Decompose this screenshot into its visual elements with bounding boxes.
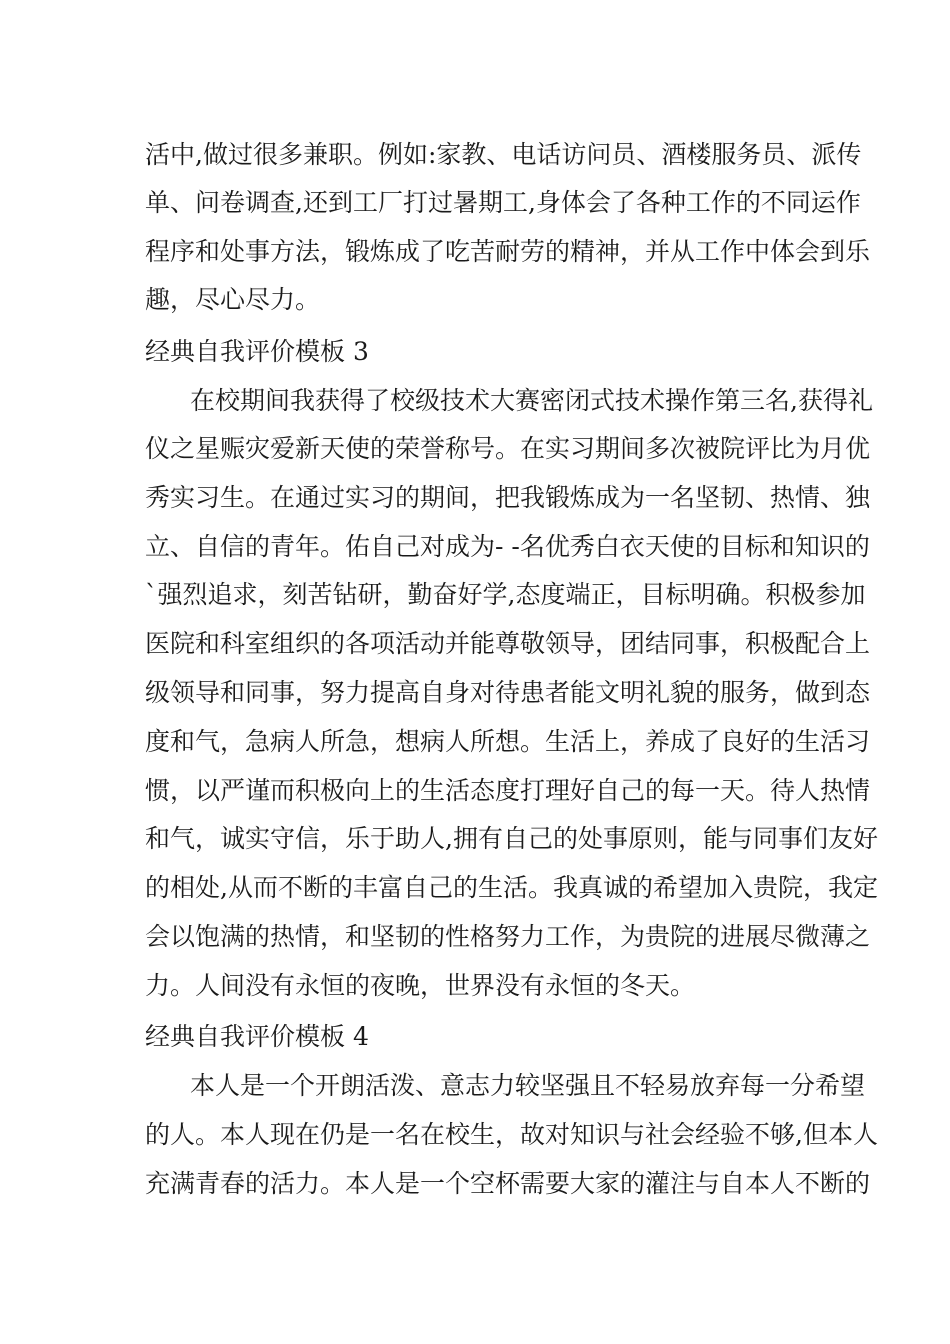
paragraph-line: 医院和科室组织的各项活动并能尊敬领导，团结同事，积极配合上 (145, 629, 871, 658)
paragraph-line: 充满青春的活力。本人是一个空杯需要大家的灌注与自本人不断的 (145, 1169, 871, 1198)
paragraph-line: 仪之星赈灾爱新天使的荣誉称号。在实习期间多次被院评比为月优 (145, 434, 871, 463)
paragraph-line: 度和气，急病人所急，想病人所想。生活上，养成了良好的生活习 (145, 727, 871, 756)
paragraph-line: 本人是一个开朗活泼、意志力较坚强且不轻易放弃每一分希望 (190, 1071, 866, 1100)
paragraph-line: 会以饱满的热情，和坚韧的性格努力工作，为贵院的进展尽微薄之 (145, 922, 871, 951)
paragraph-line: 级领导和同事，努力提高自身对待患者能文明礼貌的服务，做到态 (145, 678, 871, 707)
paragraph-line: 惯，以严谨而积极向上的生活态度打理好自己的每一天。待人热情 (145, 776, 871, 805)
paragraph-line: 趣，尽心尽力。 (145, 285, 321, 314)
section-heading: 经典自我评价模板 4 (145, 1022, 369, 1051)
paragraph-line: 活中,做过很多兼职。例如:家教、电话访问员、酒楼服务员、派传 (145, 140, 862, 169)
paragraph-line: 程序和处事方法，锻炼成了吃苦耐劳的精神，并从工作中体会到乐 (145, 237, 871, 266)
paragraph-line: `强烈追求，刻苦钻研，勤奋好学,态度端正，目标明确。积极参加 (145, 580, 866, 609)
paragraph-line: 单、问卷调查,还到工厂打过暑期工,身体会了各种工作的不同运作 (145, 188, 861, 217)
paragraph-line: 在校期间我获得了校级技术大赛密闭式技术操作第三名,获得礼 (190, 386, 873, 415)
paragraph-line: 秀实习生。在通过实习的期间，把我锻炼成为一名坚韧、热情、独 (145, 483, 871, 512)
paragraph-line: 立、自信的青年。佑自己对成为- -名优秀白衣天使的目标和知识的 (145, 532, 870, 561)
paragraph-line: 的人。本人现在仍是一名在校生，故对知识与社会经验不够,但本人 (145, 1120, 878, 1149)
section-heading: 经典自我评价模板 3 (145, 337, 369, 366)
paragraph-line: 和气，诚实守信，乐于助人,拥有自己的处事原则，能与同事们友好 (145, 824, 878, 853)
paragraph-line: 力。人间没有永恒的夜晚，世界没有永恒的冬天。 (145, 971, 696, 1000)
paragraph-line: 的相处,从而不断的丰富自己的生活。我真诚的希望加入贵院，我定 (145, 873, 878, 902)
